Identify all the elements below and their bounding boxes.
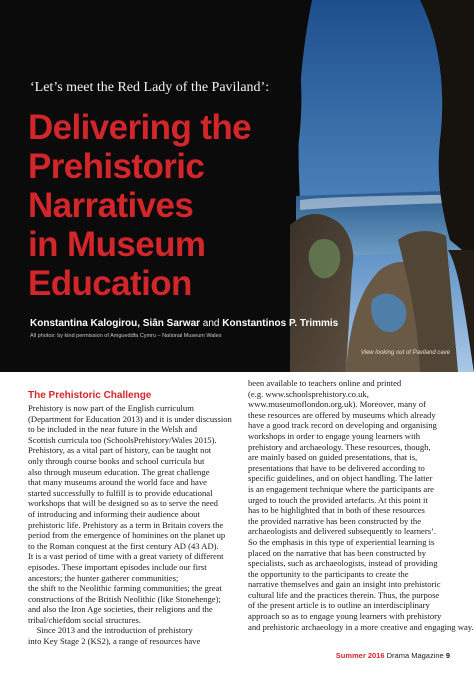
text-line: the shift to the Neolithic farming communities; the great	[28, 583, 222, 594]
text-line: these resources are offered by museums which already	[248, 409, 436, 420]
text-line: placed on the narrative that has been constructed by	[248, 547, 427, 558]
text-line: approach so as to engage young learners with prehistory	[248, 611, 442, 622]
text-line: has to be highlighted that in both of these resources	[248, 505, 425, 516]
text-line: episodes. These important episodes include our first	[28, 561, 207, 572]
text-line: specific guidelines, and on object handling. The latter	[248, 473, 433, 484]
text-line: (Department for Education 2013) and it is under discussion	[28, 413, 232, 424]
text-line: It is a vast period of time with a great variety of different	[28, 551, 224, 562]
authors-and: and	[200, 318, 223, 329]
text-line: Prehistory is now part of the English curriculum	[28, 403, 194, 413]
text-line: narrative themselves and gain an insight into prehistoric	[248, 579, 441, 590]
authors-names-2: Konstantinos P. Trimmis	[222, 318, 339, 329]
text-line: to the Roman conquest at the first century AD (43 AD).	[28, 540, 219, 551]
text-line: urged to touch the provided artefacts. At this point it	[248, 494, 428, 505]
text-line: (e.g. www.schoolsprehistory.co.uk,	[248, 388, 369, 399]
article-kicker: ‘Let’s meet the Red Lady of the Paviland’:	[30, 80, 270, 95]
headline-line: Delivering the	[28, 108, 252, 147]
page-number: 9	[445, 651, 450, 660]
text-line: are mainly based on guided presentations, that is,	[248, 452, 418, 463]
text-line: also through museum education. The great challenge	[28, 466, 210, 477]
text-line: Scottish curricula too (SchoolsPrehistory/Wales 2015).	[28, 434, 217, 445]
text-line: into Key Stage 2 (KS2), a range of resources have	[28, 636, 201, 647]
article-headline	[28, 108, 328, 303]
text-line: the provided narrative has been constructed by the	[248, 515, 422, 526]
text-line: the opportunity to the participants to create the	[248, 568, 409, 579]
text-line: www.museumoflondon.org.uk). Moreover, many of	[248, 399, 426, 410]
text-line: been available to teachers online and printed	[248, 378, 402, 388]
text-line: Since 2013 and the introduction of prehistory	[28, 625, 193, 636]
text-line: and also the Iron Age societies, their religions and the	[28, 604, 213, 615]
article-authors	[30, 318, 338, 329]
text-line: workshops that will be designed so as to serve the need	[28, 498, 218, 509]
text-line: prehistory and archaeology. These resources, though,	[248, 441, 431, 452]
text-line: only through course books and school curricula but	[28, 455, 205, 466]
text-line: of introducing and informing their audience about	[28, 508, 200, 519]
headline-line: Prehistoric	[28, 147, 205, 186]
body-column-right	[248, 378, 474, 632]
image-caption: View looking out of Paviland cave	[360, 350, 450, 356]
photo-credit: All photos: by kind permission of Amgueddfa Cymru – National Museum Wales	[30, 333, 222, 339]
headline-line: Narratives	[28, 186, 194, 225]
text-line: and prehistoric archaeology in a more creative and engaging way.	[248, 621, 474, 632]
right-column-text	[248, 378, 474, 632]
section-title: The Prehistoric Challenge	[28, 390, 152, 401]
text-line: specialists, such as archaeologists, instead of providing	[248, 558, 438, 569]
text-line: period from the emergence of hominines on the planet up	[28, 530, 226, 541]
text-line: that many museums around the world face and have	[28, 477, 207, 488]
left-column-text	[28, 403, 230, 647]
headline-line: in Museum	[28, 225, 206, 264]
text-line: started successfully to fulfill is to provide educational	[28, 487, 213, 498]
text-line: So the emphasis in this type of experiential learning is	[248, 536, 435, 547]
footer-magazine: Drama Magazine	[386, 651, 444, 660]
text-line: to be included in the near future in the Welsh and	[28, 424, 198, 435]
text-line: cultural life and the practices therein. Thus, the purpose	[248, 589, 440, 600]
text-line: constructions of the British Neolithic (like Stonehenge);	[28, 593, 221, 604]
text-line: have a good track record on developing and organising	[248, 420, 437, 431]
footer-issue: Summer 2016	[335, 651, 385, 660]
text-line: of the present article is to outline an interdisciplinary	[248, 600, 430, 611]
page-footer	[336, 651, 450, 660]
text-line: presentations that have to be delivered according to	[248, 462, 425, 473]
text-line: archaeologists and delivered subsequently to learners’.	[248, 526, 437, 537]
text-line: is an engagement technique where the participants are	[248, 483, 434, 494]
text-line: ancestors; the hunter gatherer communities;	[28, 572, 179, 583]
headline-line: Education	[28, 264, 192, 303]
text-line: workshops in order to engage young learners with	[248, 430, 421, 441]
body-column-left	[28, 390, 230, 647]
text-line: prehistoric life. Prehistory as a term in Britain covers the	[28, 519, 224, 530]
text-line: tribal/chiefdom social structures.	[28, 614, 141, 625]
authors-names-1: Konstantina Kalogirou, Siân Sarwar	[30, 318, 201, 329]
text-line: Prehistory, as a vital part of history, can be taught not	[28, 445, 212, 456]
